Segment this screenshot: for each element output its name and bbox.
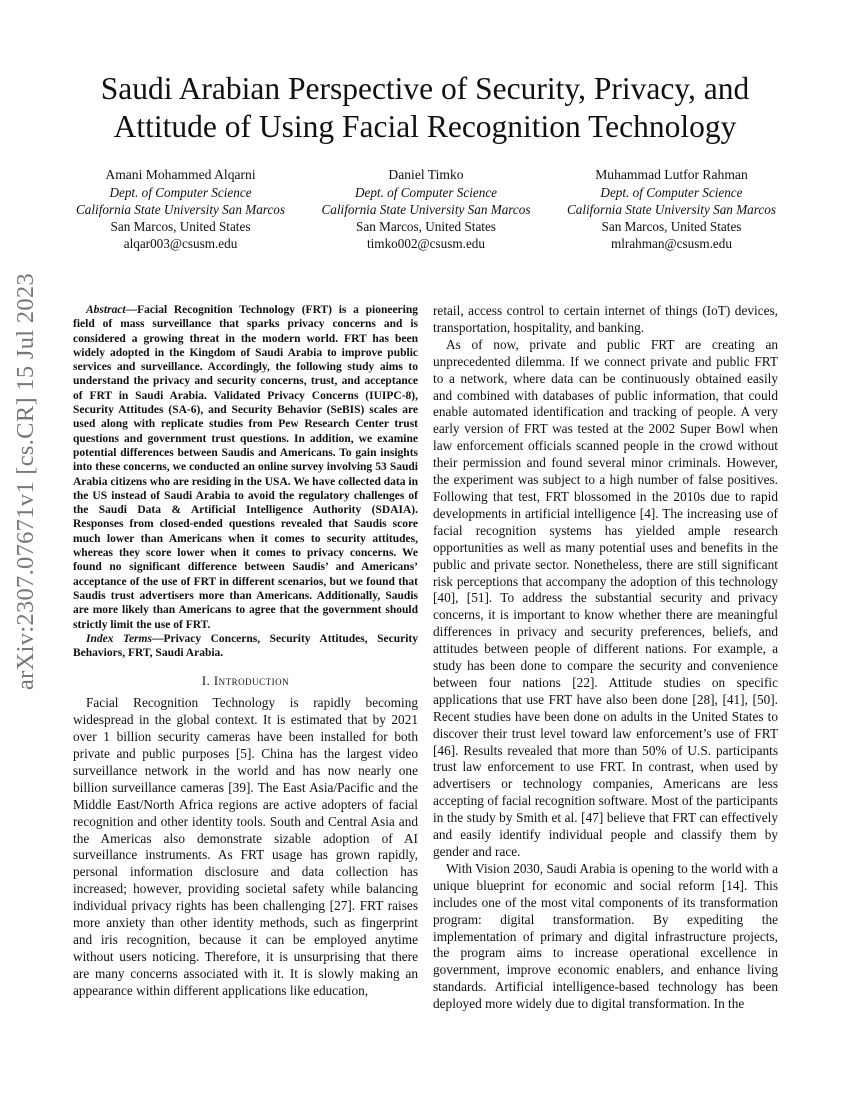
author-university: California State University San Marcos bbox=[566, 202, 776, 217]
author-location: San Marcos, United States bbox=[601, 219, 742, 234]
author-name: Daniel Timko bbox=[388, 167, 464, 182]
author-email: mlrahman@csusm.edu bbox=[611, 236, 732, 251]
author-dept: Dept. of Computer Science bbox=[354, 185, 498, 200]
body-paragraph: With Vision 2030, Saudi Arabia is opening to the world with a unique blueprint for economic and social reform [14]. This includes one of the most vital components of its transformation program: digital transformation. By expediting the implementation of primary and digital infrastructure projects, the program aims to increase operational excellence in government, improve economic enablers, and enhance living standards. Artificial intelligence-based technology has been deployed more widely due to digital transformation. In the bbox=[433, 860, 778, 1012]
arxiv-side-stamp: arXiv:2307.07671v1 [cs.CR] 15 Jul 2023 bbox=[12, 273, 39, 690]
abstract-text: —Facial Recognition Technology (FRT) is a pioneering field of mass surveillance that sparks privacy concerns and is considered a growing threat in the modern world. FRT has been widely adopted in the Kingdom of Saudi Arabia to improve public services and surveillance. Accordingly, the following study aims to understand the privacy and security concerns, trust, and acceptance of FRT in Saudi Arabia. Validated Privacy Concerns (IUIPC-8), Security Attitudes (SA-6), and Security Behavior (SeBIS) scales are used along with replicate studies from Pew Research Center trust questions and government trust questions. In addition, we examine potential differences between Saudis and Americans. To gain insights into these concerns, we conducted an online survey involving 53 Saudi Arabia citizens who are residing in the USA. We have collected data in the US instead of Saudi Arabia to avoid the regulatory challenges of the Saudi Data & Artificial Intelligence Authority (SDAIA). Responses from closed-ended questions revealed that Saudis score much lower than Americans when it comes to security attitudes, whereas they score lower when it comes to privacy concerns. We found no significant difference between Saudis’ and Americans’ acceptance of the use of FRT in different scenarios, but we found that Saudis trust advertisers more than Americans. Additionally, Saudis are more likely than Americans to agree that the government should strictly limit the use of FRT. bbox=[73, 304, 418, 631]
author-university: California State University San Marcos bbox=[321, 202, 531, 217]
body-paragraph: Facial Recognition Technology is rapidly becoming widespread in the global context. It is estimated that by 2021 over 1 billion security cameras have been installed for both private and public purposes [5]. China has the largest video surveillance network in the world and has now nearly one billion surveillance cameras [39]. The East Asia/Pacific and the Middle East/North Africa regions are active adopters of facial recognition and other identity tools. South and Central Asia and the Americas also demonstrate sizable adoption of AI surveillance instruments. As FRT usage has grown rapidly, personal information disclosure and data collection has increased; however, providing societal safety while balancing individual privacy rights has been challenging [27]. FRT raises more anxiety than other identity methods, such as fingerprint and iris recognition, because it can be employed anytime without users noticing. Therefore, it is unsurprising that there are many concerns associated with it. It is slowly making an appearance within different applications like education, bbox=[73, 695, 418, 998]
author-3 bbox=[567, 166, 776, 252]
left-column bbox=[73, 303, 418, 1000]
abstract bbox=[73, 303, 418, 632]
author-dept: Dept. of Computer Science bbox=[600, 185, 743, 200]
right-column bbox=[433, 303, 778, 1013]
author-2 bbox=[321, 166, 530, 252]
index-terms bbox=[73, 632, 418, 661]
author-email: timko002@csusm.edu bbox=[366, 236, 485, 251]
paper-title: Saudi Arabian Perspective of Security, Privacy, and Attitude of Using Facial Recognition Technology bbox=[100, 71, 750, 144]
author-name: Amani Mohammed Alqarni bbox=[105, 167, 256, 182]
author-location: San Marcos, United States bbox=[356, 219, 496, 234]
body-paragraph: retail, access control to certain internet of things (IoT) devices, transportation, hospitality, and banking. bbox=[433, 303, 778, 335]
author-university: California State University San Marcos bbox=[76, 202, 286, 217]
author-block bbox=[76, 166, 776, 252]
index-terms-text: —Privacy Concerns, Security Attitudes, Security Behaviors, FRT, Saudi Arabia. bbox=[73, 632, 418, 660]
author-name: Muhammad Lutfor Rahman bbox=[595, 167, 748, 182]
author-location: San Marcos, United States bbox=[110, 219, 251, 234]
index-terms-label: Index Terms bbox=[86, 632, 152, 645]
author-email: alqar003@csusm.edu bbox=[123, 236, 238, 251]
author-1 bbox=[76, 166, 285, 252]
abstract-label: Abstract bbox=[86, 304, 126, 316]
body-paragraph: As of now, private and public FRT are creating an unprecedented dilemma. If we connect private and public FRT to a network, where data can be continuously obtained easily and combined with databases of public information, that could enable automated identification and tracking of people. A very early version of FRT was tested at the 2002 Super Bowl when law enforcement officials scanned people in the crowd without their permission and found several minor criminals. However, the experiment was subject to a high number of false positives. Following that test, FRT blossomed in the 2010s due to rapid developments in artificial intelligence [4]. The increasing use of facial recognition systems has yielded ample research opportunities as well as many potential uses and benefits in the public and private sector. Nonetheless, there are still significant risk perceptions that accompany the adoption of this technology [40], [51]. To address the substantial security and privacy concerns, it is important to know whether there are meaningful differences in privacy and security preferences, beliefs, and attitudes between people of different nations. For example, a study has been done to compare the security and convenience between four nations [22]. Attitude studies on specific applications that use FRT have also been done [28], [41], [50]. Recent studies have been done on adults in the United States to discover their trust level toward law enforcement’s use of FRT [46]. Results revealed that more than 50% of U.S. participants trust law enforcement to use FRT. In contrast, when used by advertisers or technology companies, Americans are less accepting of facial recognition software. Most of the participants in the study by Smith et al. [47] believe that FRT can effectively and easily identify individual people and classify them by gender and race. bbox=[433, 336, 778, 859]
author-dept: Dept. of Computer Science bbox=[109, 185, 252, 200]
section-heading-introduction: I. Introduction bbox=[201, 674, 290, 689]
